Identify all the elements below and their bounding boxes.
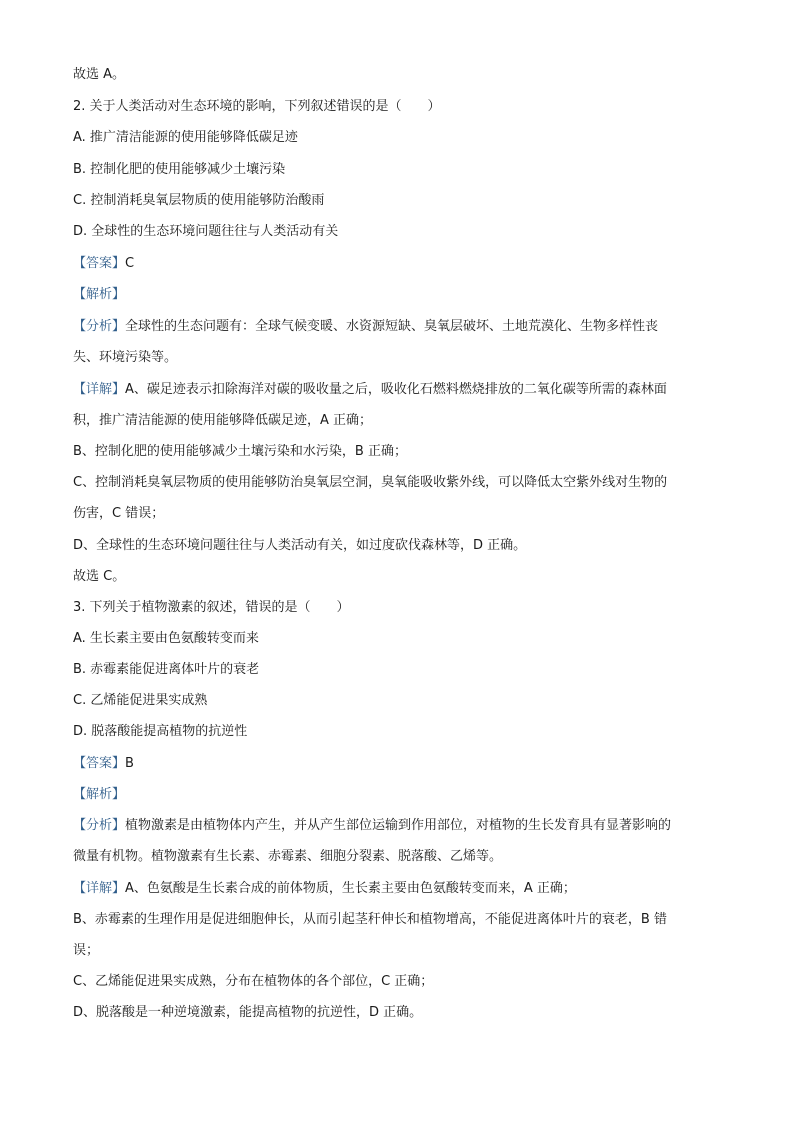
- detail-label: 【详解】: [73, 382, 126, 397]
- analysis-text-2: 植物激素是由植物体内产生，并从产生部位运输到作用部位，对植物的生长发育具有显著影响的: [125, 818, 672, 833]
- conclusion-line: 故选 A。: [73, 67, 126, 82]
- detail-line-9: 误；: [73, 943, 100, 958]
- detail-line-11: D、脱落酸是一种逆境激素，能提高植物的抗逆性，D 正确。: [73, 1005, 423, 1020]
- detail-line-10: C、乙烯能促进果实成熟，分布在植物体的各个部位，C 正确；: [73, 974, 434, 989]
- analysis-text: 全球性的生态问题有：全球气候变暖、水资源短缺、臭氧层破坏、土地荒漠化、生物多样性丧: [125, 319, 659, 334]
- explanation-label-2: 【解析】: [73, 787, 126, 802]
- analysis-line-4: 微量有机物。植物激素有生长素、赤霉素、细胞分裂素、脱落酸、乙烯等。: [73, 849, 503, 864]
- detail-line-5: 伤害，C 错误；: [73, 506, 165, 521]
- question-3-option-d: D. 脱落酸能提高植物的抗逆性: [73, 724, 248, 739]
- answer-value: C: [125, 256, 135, 271]
- analysis-label: 【分析】: [73, 319, 126, 334]
- question-3-option-a: A. 生长素主要由色氨酸转变而来: [73, 631, 259, 646]
- analysis-line-2: 失、环境污染等。: [73, 350, 178, 365]
- question-2-option-b: B. 控制化肥的使用能够减少土壤污染: [73, 162, 286, 177]
- detail-text: A、碳足迹表示扣除海洋对碳的吸收量之后，吸收化石燃料燃烧排放的二氧化碳等所需的森林面: [125, 382, 667, 397]
- detail-line-4: C、控制消耗臭氧层物质的使用能够防治臭氧层空洞，臭氧能吸收紫外线，可以降低太空紫外线对生物的: [73, 475, 668, 490]
- detail-line-3: B、控制化肥的使用能够减少土壤污染和水污染，B 正确；: [73, 444, 407, 459]
- question-2-option-d: D. 全球性的生态环境问题往往与人类活动有关: [73, 224, 339, 239]
- detail-line-6: D、全球性的生态环境问题往往与人类活动有关，如过度砍伐森林等，D 正确。: [73, 538, 527, 553]
- analysis-label-2: 【分析】: [73, 818, 126, 833]
- answer-label: 【答案】: [73, 256, 126, 271]
- explanation-label: 【解析】: [73, 287, 126, 302]
- analysis-line-3: [73, 817, 724, 835]
- analysis-line: [73, 318, 724, 336]
- detail-line-2: 积，推广清洁能源的使用能够降低碳足迹，A 正确；: [73, 413, 373, 428]
- answer-line-2: [73, 755, 724, 773]
- detail-line-7: [73, 880, 724, 898]
- detail-text-2: A、色氨酸是生长素合成的前体物质，生长素主要由色氨酸转变而来，A 正确；: [125, 881, 576, 896]
- question-2-option-c: C. 控制消耗臭氧层物质的使用能够防治酸雨: [73, 193, 325, 208]
- conclusion-line-2: 故选 C。: [73, 569, 126, 584]
- question-2-option-a: A. 推广清洁能源的使用能够降低碳足迹: [73, 130, 298, 145]
- answer-label-2: 【答案】: [73, 756, 126, 771]
- question-3-option-b: B. 赤霉素能促进离体叶片的衰老: [73, 662, 260, 677]
- answer-line: [73, 255, 724, 273]
- detail-line: [73, 381, 724, 399]
- question-3-option-c: C. 乙烯能促进果实成熟: [73, 693, 208, 708]
- answer-value-2: B: [125, 756, 134, 771]
- question-2-stem: 2. 关于人类活动对生态环境的影响，下列叙述错误的是（ ）: [73, 99, 441, 114]
- detail-line-8: B、赤霉素的生理作用是促进细胞伸长，从而引起茎秆伸长和植物增高，不能促进离体叶片的衰老，B 错: [73, 912, 667, 927]
- question-3-stem: 3. 下列关于植物激素的叙述，错误的是（ ）: [73, 600, 350, 615]
- detail-label-2: 【详解】: [73, 881, 126, 896]
